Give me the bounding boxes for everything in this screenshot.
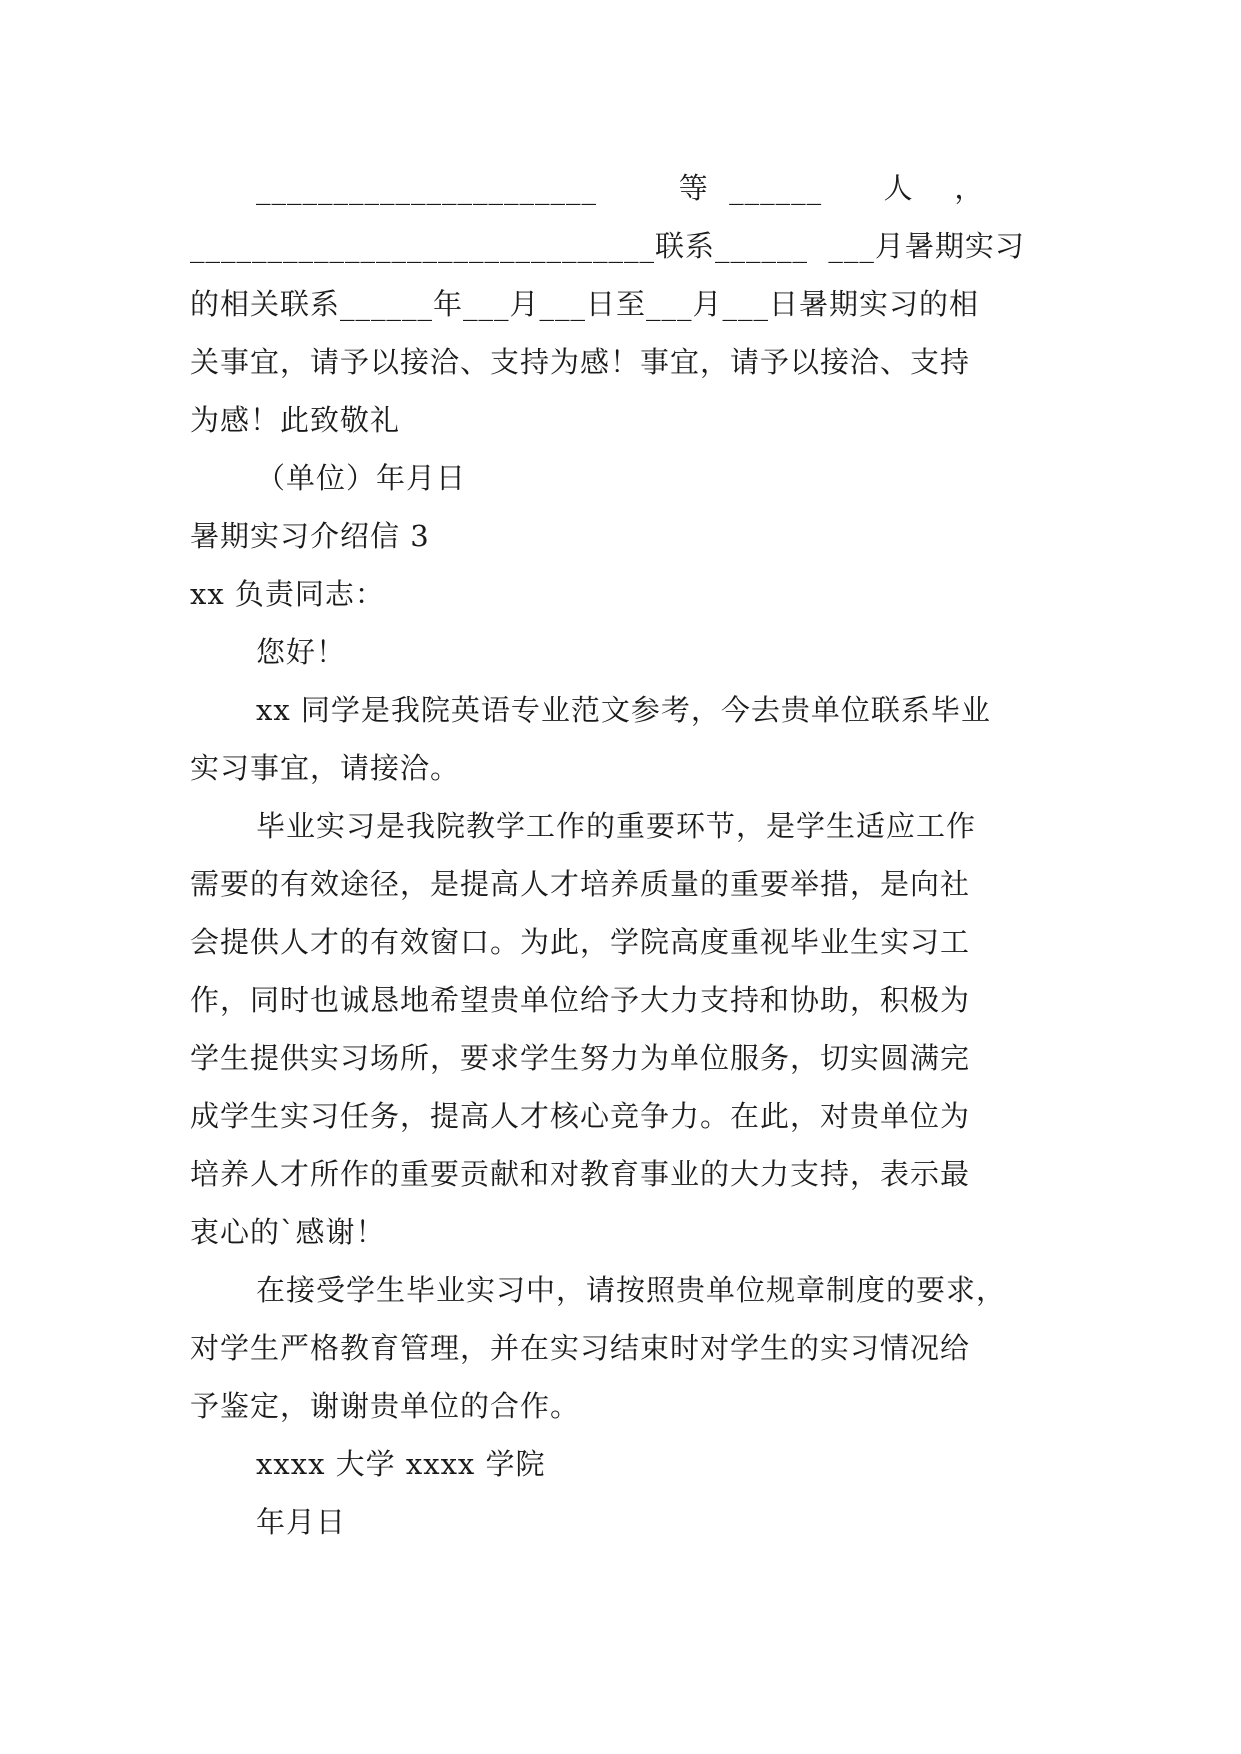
salutation: xx 负责同志： <box>190 577 385 611</box>
paragraph-2-line-1: 毕业实习是我院教学工作的重要环节，是学生适应工作 <box>256 809 977 843</box>
paragraph-3-line-2: 对学生严格教育管理，并在实习结束时对学生的实习情况给 <box>190 1331 971 1365</box>
paragraph-2-line-5: 学生提供实习场所，要求学生努力为单位服务，切实圆满完 <box>190 1041 971 1075</box>
paragraph-2-line-4: 作，同时也诚恳地希望贵单位给予大力支持和协助，积极为 <box>190 983 971 1017</box>
paragraph-3-line-1: 在接受学生毕业实习中，请按照贵单位规章制度的要求， <box>256 1273 1007 1307</box>
request-line: 关事宜，请予以接洽、支持为感！事宜，请予以接洽、支持 <box>190 345 971 379</box>
section-heading: 暑期实习介绍信 3 <box>190 519 430 553</box>
sign-off-1: （单位）年月日 <box>256 461 467 495</box>
paragraph-1-line-1: xx 同学是我院英语专业范文参考，今去贵单位联系毕业 <box>256 693 991 727</box>
paragraph-1-line-2: 实习事宜，请接洽。 <box>190 751 461 785</box>
paragraph-2-line-6: 成学生实习任务，提高人才核心竞争力。在此，对贵单位为 <box>190 1099 971 1133</box>
paragraph-2-line-8: 衷心的`感谢！ <box>190 1215 386 1249</box>
greeting: 您好！ <box>256 635 347 669</box>
signature-institution: xxxx 大学 xxxx 学院 <box>256 1447 546 1481</box>
fill-in-line-3: 的相关联系______年___月___日至___月___日暑期实习的相 <box>190 287 980 321</box>
signature-date: 年月日 <box>256 1505 347 1539</box>
closing-line: 为感！此致敬礼 <box>190 403 401 437</box>
fill-in-line-2: ______________________________联系______ ___月暑期实习 <box>190 229 1025 263</box>
paragraph-2-line-2: 需要的有效途径，是提高人才培养质量的重要举措，是向社 <box>190 867 971 901</box>
fill-in-line-1: ______________________ 等 ______ 人 ， <box>256 171 985 205</box>
paragraph-2-line-3: 会提供人才的有效窗口。为此，学院高度重视毕业生实习工 <box>190 925 971 959</box>
paragraph-2-line-7: 培养人才所作的重要贡献和对教育事业的大力支持，表示最 <box>190 1157 971 1191</box>
paragraph-3-line-3: 予鉴定，谢谢贵单位的合作。 <box>190 1389 581 1423</box>
